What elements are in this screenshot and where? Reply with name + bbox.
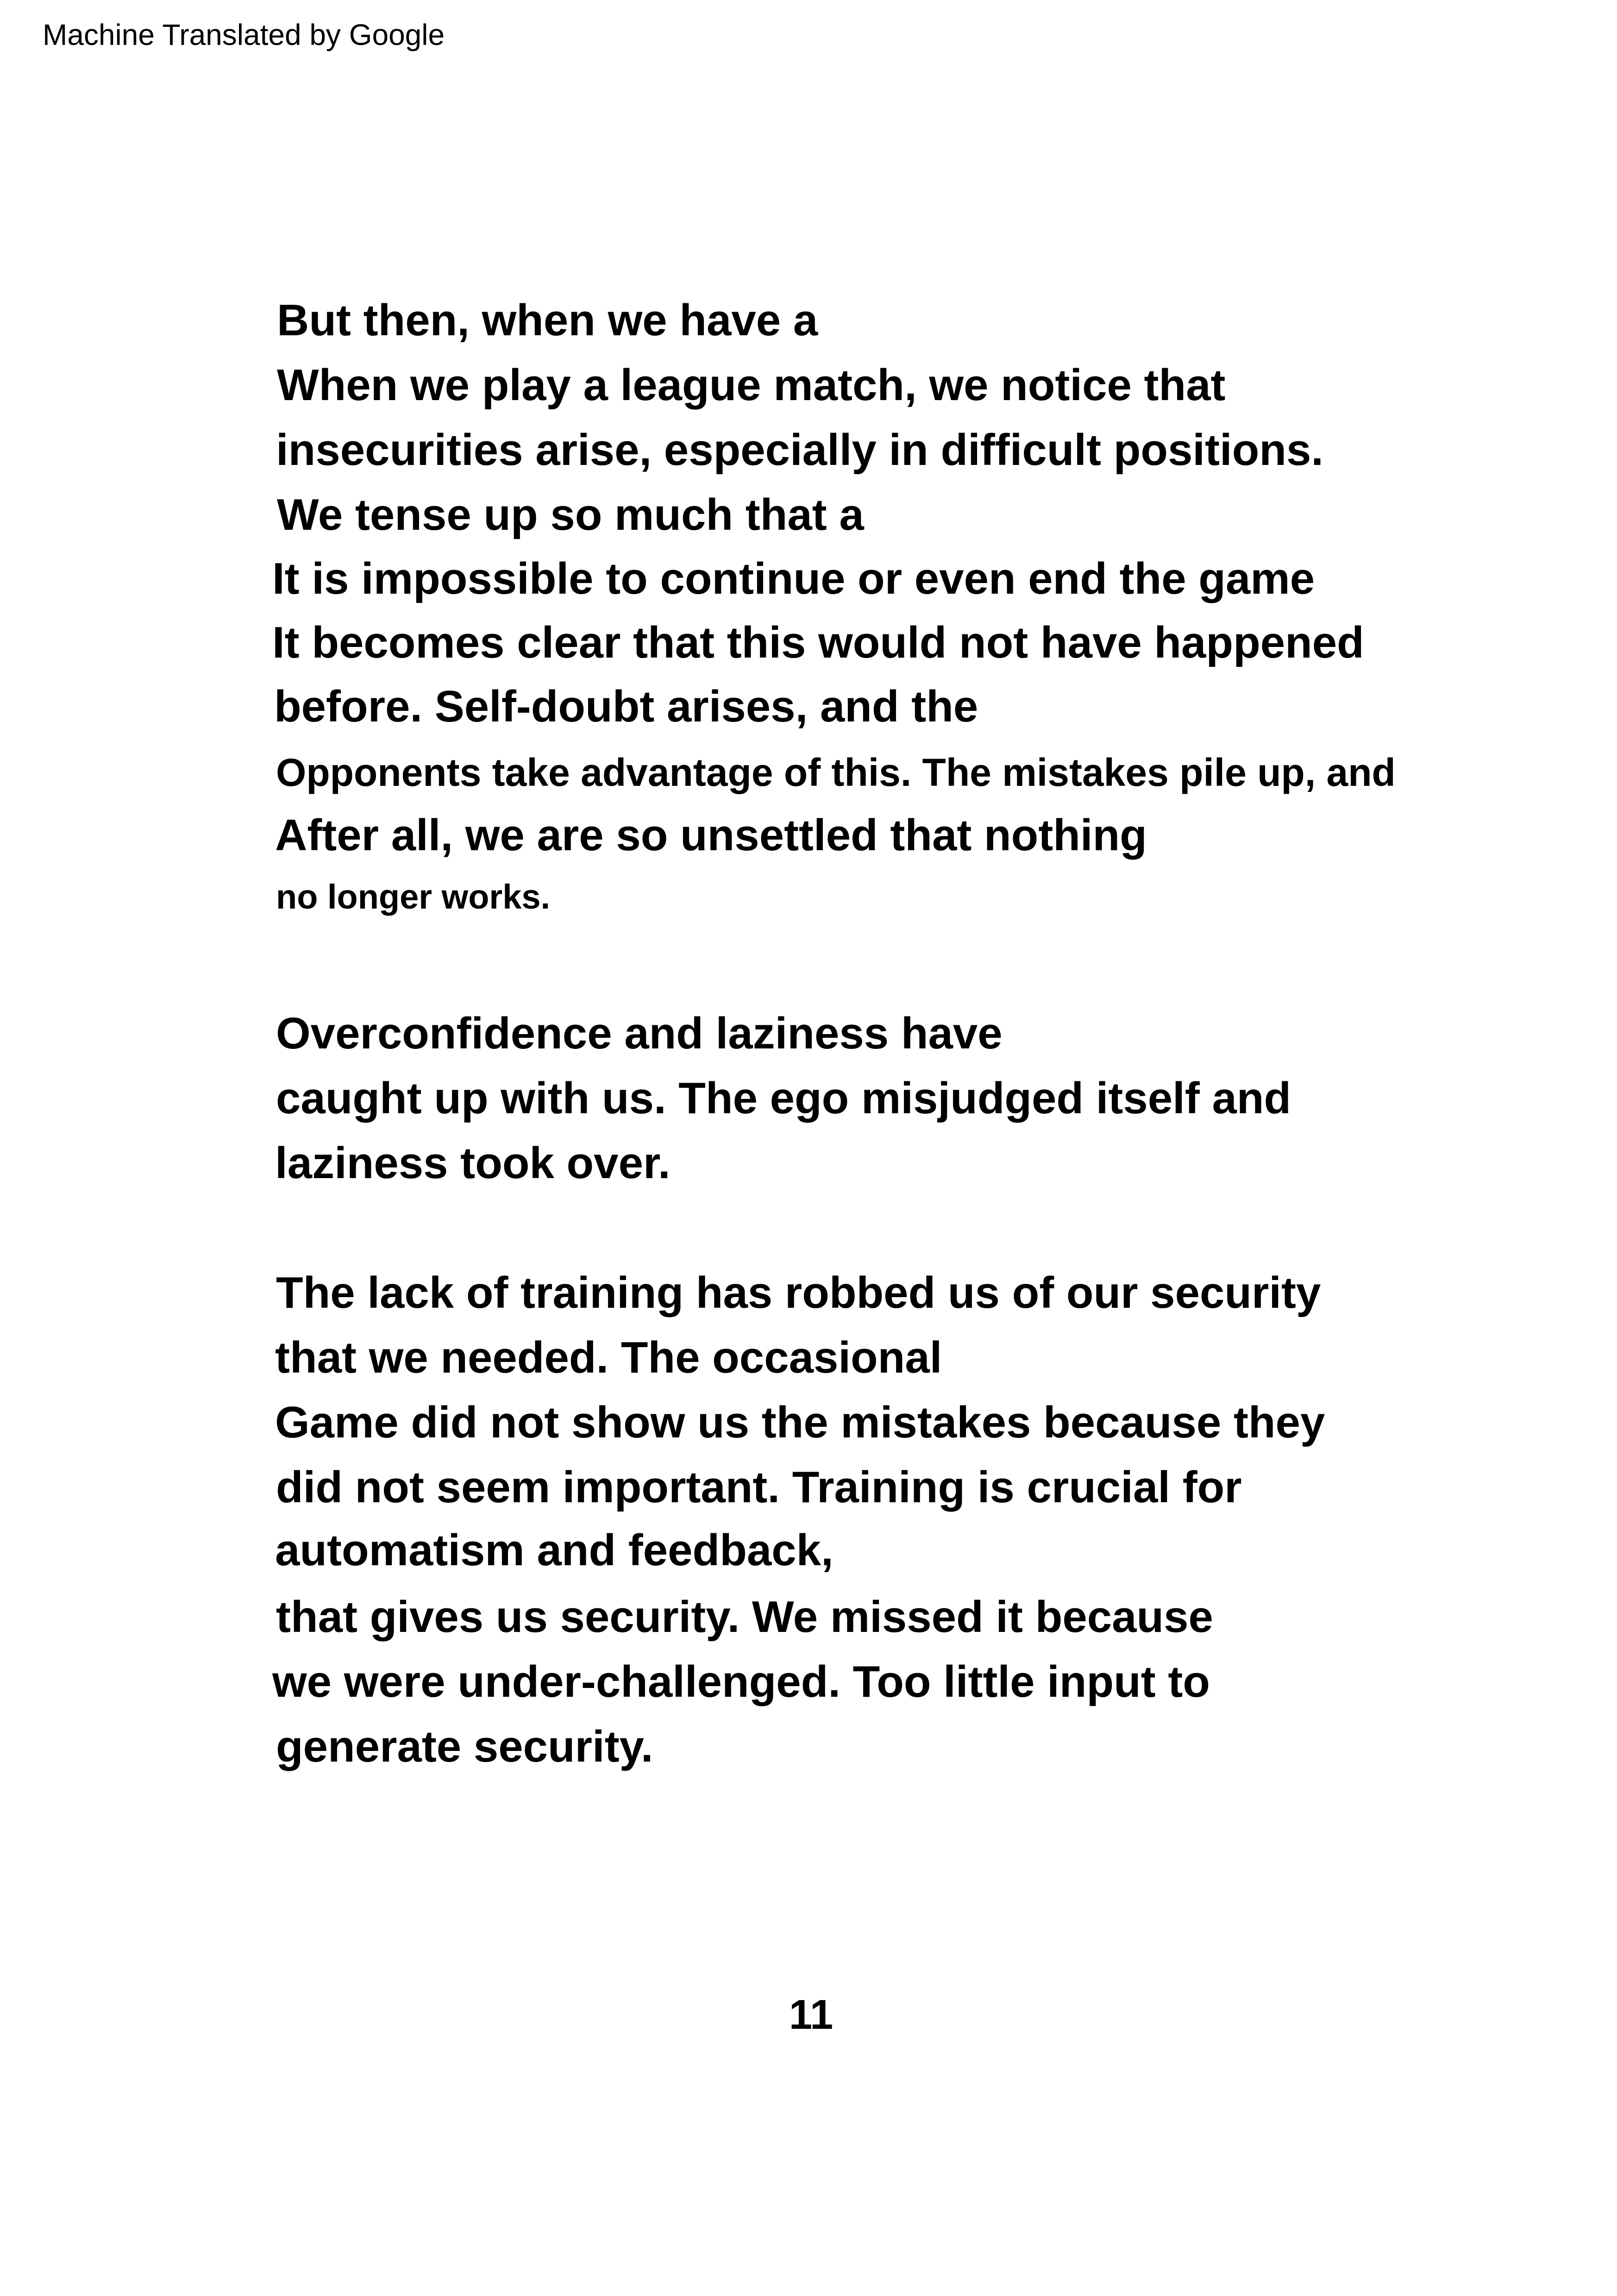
text-line: did not seem important. Training is crucial for: [276, 1462, 1242, 1512]
text-line: that we needed. The occasional: [275, 1333, 942, 1382]
text-line: Overconfidence and laziness have: [276, 1009, 1003, 1058]
text-line: It is impossible to continue or even end the game: [272, 554, 1315, 603]
machine-translation-watermark: Machine Translated by Google: [43, 18, 445, 51]
text-line: before. Self-doubt arises, and the: [274, 682, 978, 731]
text-line: that gives us security. We missed it because: [276, 1592, 1213, 1642]
text-line: caught up with us. The ego misjudged itself and: [276, 1073, 1291, 1123]
text-line: Game did not show us the mistakes because they: [275, 1398, 1325, 1447]
text-line: After all, we are so unsettled that nothing: [275, 810, 1147, 860]
text-line: generate security.: [276, 1722, 653, 1771]
text-line: we were under-challenged. Too little input to: [272, 1657, 1210, 1706]
text-line: We tense up so much that a: [277, 490, 864, 539]
text-line: It becomes clear that this would not have happened: [272, 618, 1364, 667]
text-line: laziness took over.: [275, 1138, 671, 1188]
text-line: But then, when we have a: [277, 295, 818, 345]
text-line: The lack of training has robbed us of our security: [276, 1268, 1321, 1317]
text-line: no longer works.: [276, 878, 551, 916]
text-line: automatism and feedback,: [275, 1525, 834, 1575]
text-line: insecurities arise, especially in difficult positions.: [276, 425, 1324, 475]
text-line: When we play a league match, we notice that: [277, 360, 1226, 410]
text-line: Opponents take advantage of this. The mistakes pile up, and: [276, 751, 1396, 794]
page-number: 11: [789, 1992, 834, 2038]
